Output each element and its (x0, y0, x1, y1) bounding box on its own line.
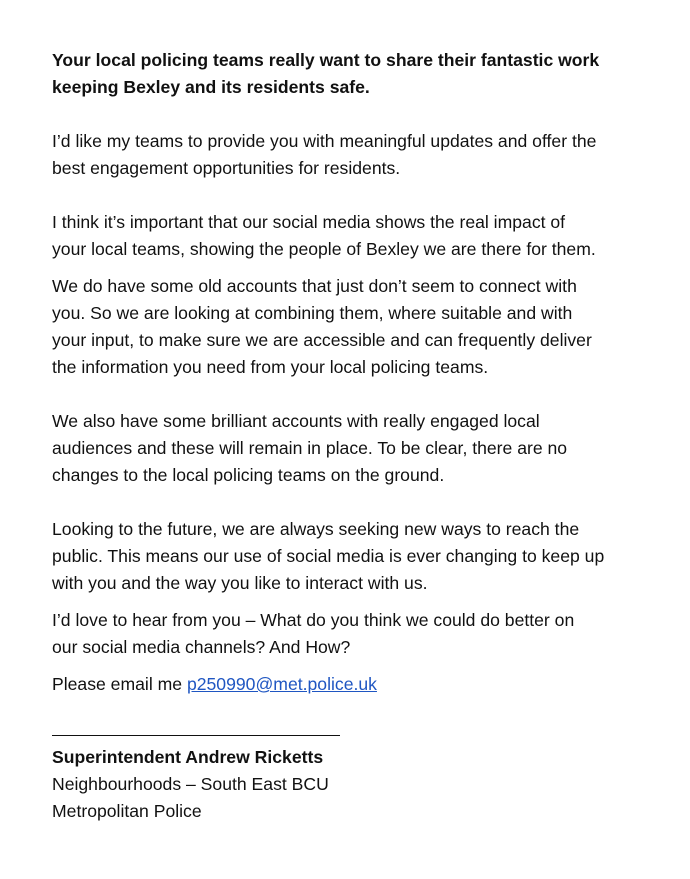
email-link[interactable]: p250990@met.police.uk (186, 674, 377, 694)
heading-line: keeping Bexley and its residents safe. (52, 77, 370, 97)
paragraph-old-accounts (52, 273, 672, 381)
signature-name: Superintendent Andrew Ricketts (52, 747, 324, 767)
signature-rule (52, 735, 340, 736)
letter-body (52, 47, 672, 825)
signature-block (52, 744, 672, 825)
signature-unit: Neighbourhoods – South East BCU (52, 774, 329, 794)
heading-line: Your local policing teams really want to share their fantastic work (52, 50, 600, 70)
text-line: We do have some old accounts that just don’t seem to connect with (52, 276, 577, 296)
text-line: your input, to make sure we are accessible and can frequently deliver (52, 330, 592, 350)
text-line: with you and the way you like to interact with us. (52, 573, 428, 593)
text-line: I’d love to hear from you – What do you think we could do better on (52, 610, 575, 630)
signature-organisation: Metropolitan Police (52, 801, 202, 821)
text-line: audiences and these will remain in place. To be clear, there are no (52, 438, 568, 458)
text-line: changes to the local policing teams on the ground. (52, 465, 445, 485)
email-line (52, 671, 672, 698)
email-prefix: Please email me (52, 674, 187, 694)
paragraph-future (52, 516, 672, 597)
text-line: public. This means our use of social media is ever changing to keep up (52, 546, 605, 566)
text-line: I’d like my teams to provide you with meaningful updates and offer the (52, 131, 597, 151)
letter-heading (52, 47, 672, 101)
text-line: you. So we are looking at combining them, where suitable and with (52, 303, 573, 323)
paragraph-impact (52, 209, 672, 263)
text-line: the information you need from your local policing teams. (52, 357, 489, 377)
text-line: best engagement opportunities for residents. (52, 158, 401, 178)
text-line: Looking to the future, we are always seeking new ways to reach the (52, 519, 580, 539)
text-line: your local teams, showing the people of Bexley we are there for them. (52, 239, 596, 259)
text-line: We also have some brilliant accounts with really engaged local (52, 411, 540, 431)
text-line: our social media channels? And How? (52, 637, 351, 657)
paragraph-updates (52, 128, 672, 182)
paragraph-brilliant-accounts (52, 408, 672, 489)
text-line: I think it’s important that our social media shows the real impact of (52, 212, 566, 232)
paragraph-feedback (52, 607, 672, 661)
